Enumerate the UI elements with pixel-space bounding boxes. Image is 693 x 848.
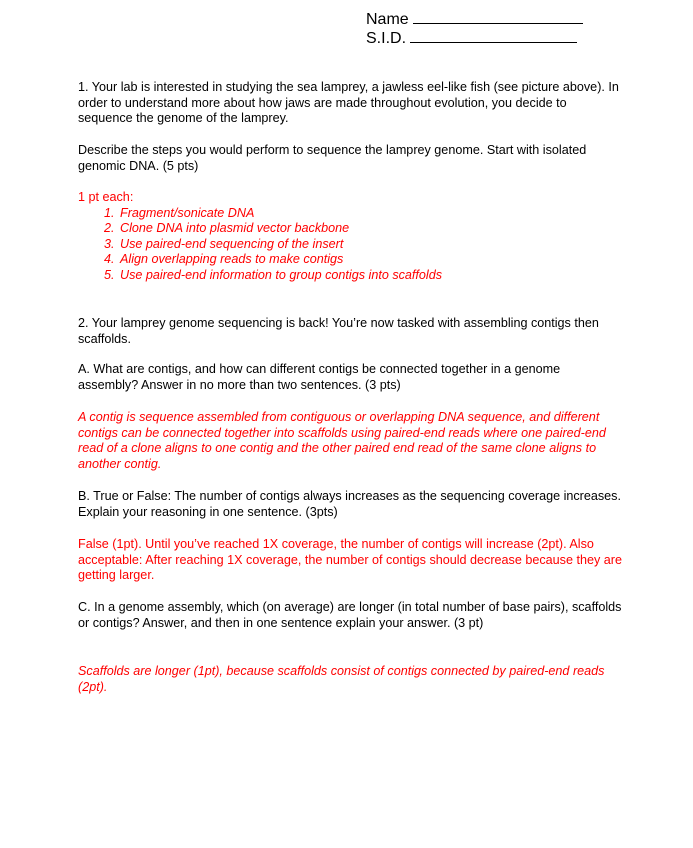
q2b-question: B. True or False: The number of contigs always increases as the sequencing coverage increases. Explain your reasoning in one sentence. (3pts) (78, 489, 621, 519)
q1-step: 5. Use paired-end information to group contigs into scaffolds (118, 268, 623, 284)
q1-task: Describe the steps you would perform to sequence the lamprey genome. Start with isolated genomic DNA. (5 pts) (78, 143, 587, 173)
q1-answer-heading: 1 pt each: (78, 190, 134, 204)
q2c-answer: Scaffolds are longer (1pt), because scaffolds consist of contigs connected by paired-end reads (2pt). (78, 664, 605, 694)
q1-step: 2. Clone DNA into plasmid vector backbone (118, 221, 623, 237)
sid-label: S.I.D. (366, 30, 407, 47)
q1-answer (78, 190, 623, 284)
q1-step: 1. Fragment/sonicate DNA (118, 206, 623, 222)
sid-blank-line (410, 29, 577, 43)
name-label: Name (366, 11, 409, 28)
q2-intro: 2. Your lamprey genome sequencing is back! You’re now tasked with assembling contigs then scaffolds. (78, 316, 599, 346)
name-blank-line (413, 10, 583, 24)
q2a-answer: A contig is sequence assembled from contiguous or overlapping DNA sequence, and different contigs can be connected together into scaffolds using paired-end reads where one paired-end read of a clone aligns to one contig and the other paired end read of the same clone aligns to another contig. (78, 410, 606, 471)
name-field (366, 10, 583, 29)
sid-field (366, 29, 577, 48)
q2b-answer: False (1pt). Until you’ve reached 1X coverage, the number of contigs will increase (2pt). Also acceptable: After reaching 1X coverage, the number of contigs should decrease because they are getting larger. (78, 537, 622, 583)
q2c-question: C. In a genome assembly, which (on average) are longer (in total number of base pairs), scaffolds or contigs? Answer, and then in one sentence explain your answer. (3 pt) (78, 600, 622, 630)
q1-step: 4. Align overlapping reads to make contigs (118, 252, 623, 268)
q1-step: 3. Use paired-end sequencing of the insert (118, 237, 623, 253)
q1-answer-steps (78, 206, 623, 284)
q1-prompt: 1. Your lab is interested in studying the sea lamprey, a jawless eel-like fish (see picture above). In order to understand more about how jaws are made throughout evolution, you decide to sequence the genome of the lamprey. (78, 80, 619, 126)
q2a-question: A. What are contigs, and how can different contigs be connected together in a genome assembly? Answer in no more than two sentences. (3 pts) (78, 362, 561, 392)
